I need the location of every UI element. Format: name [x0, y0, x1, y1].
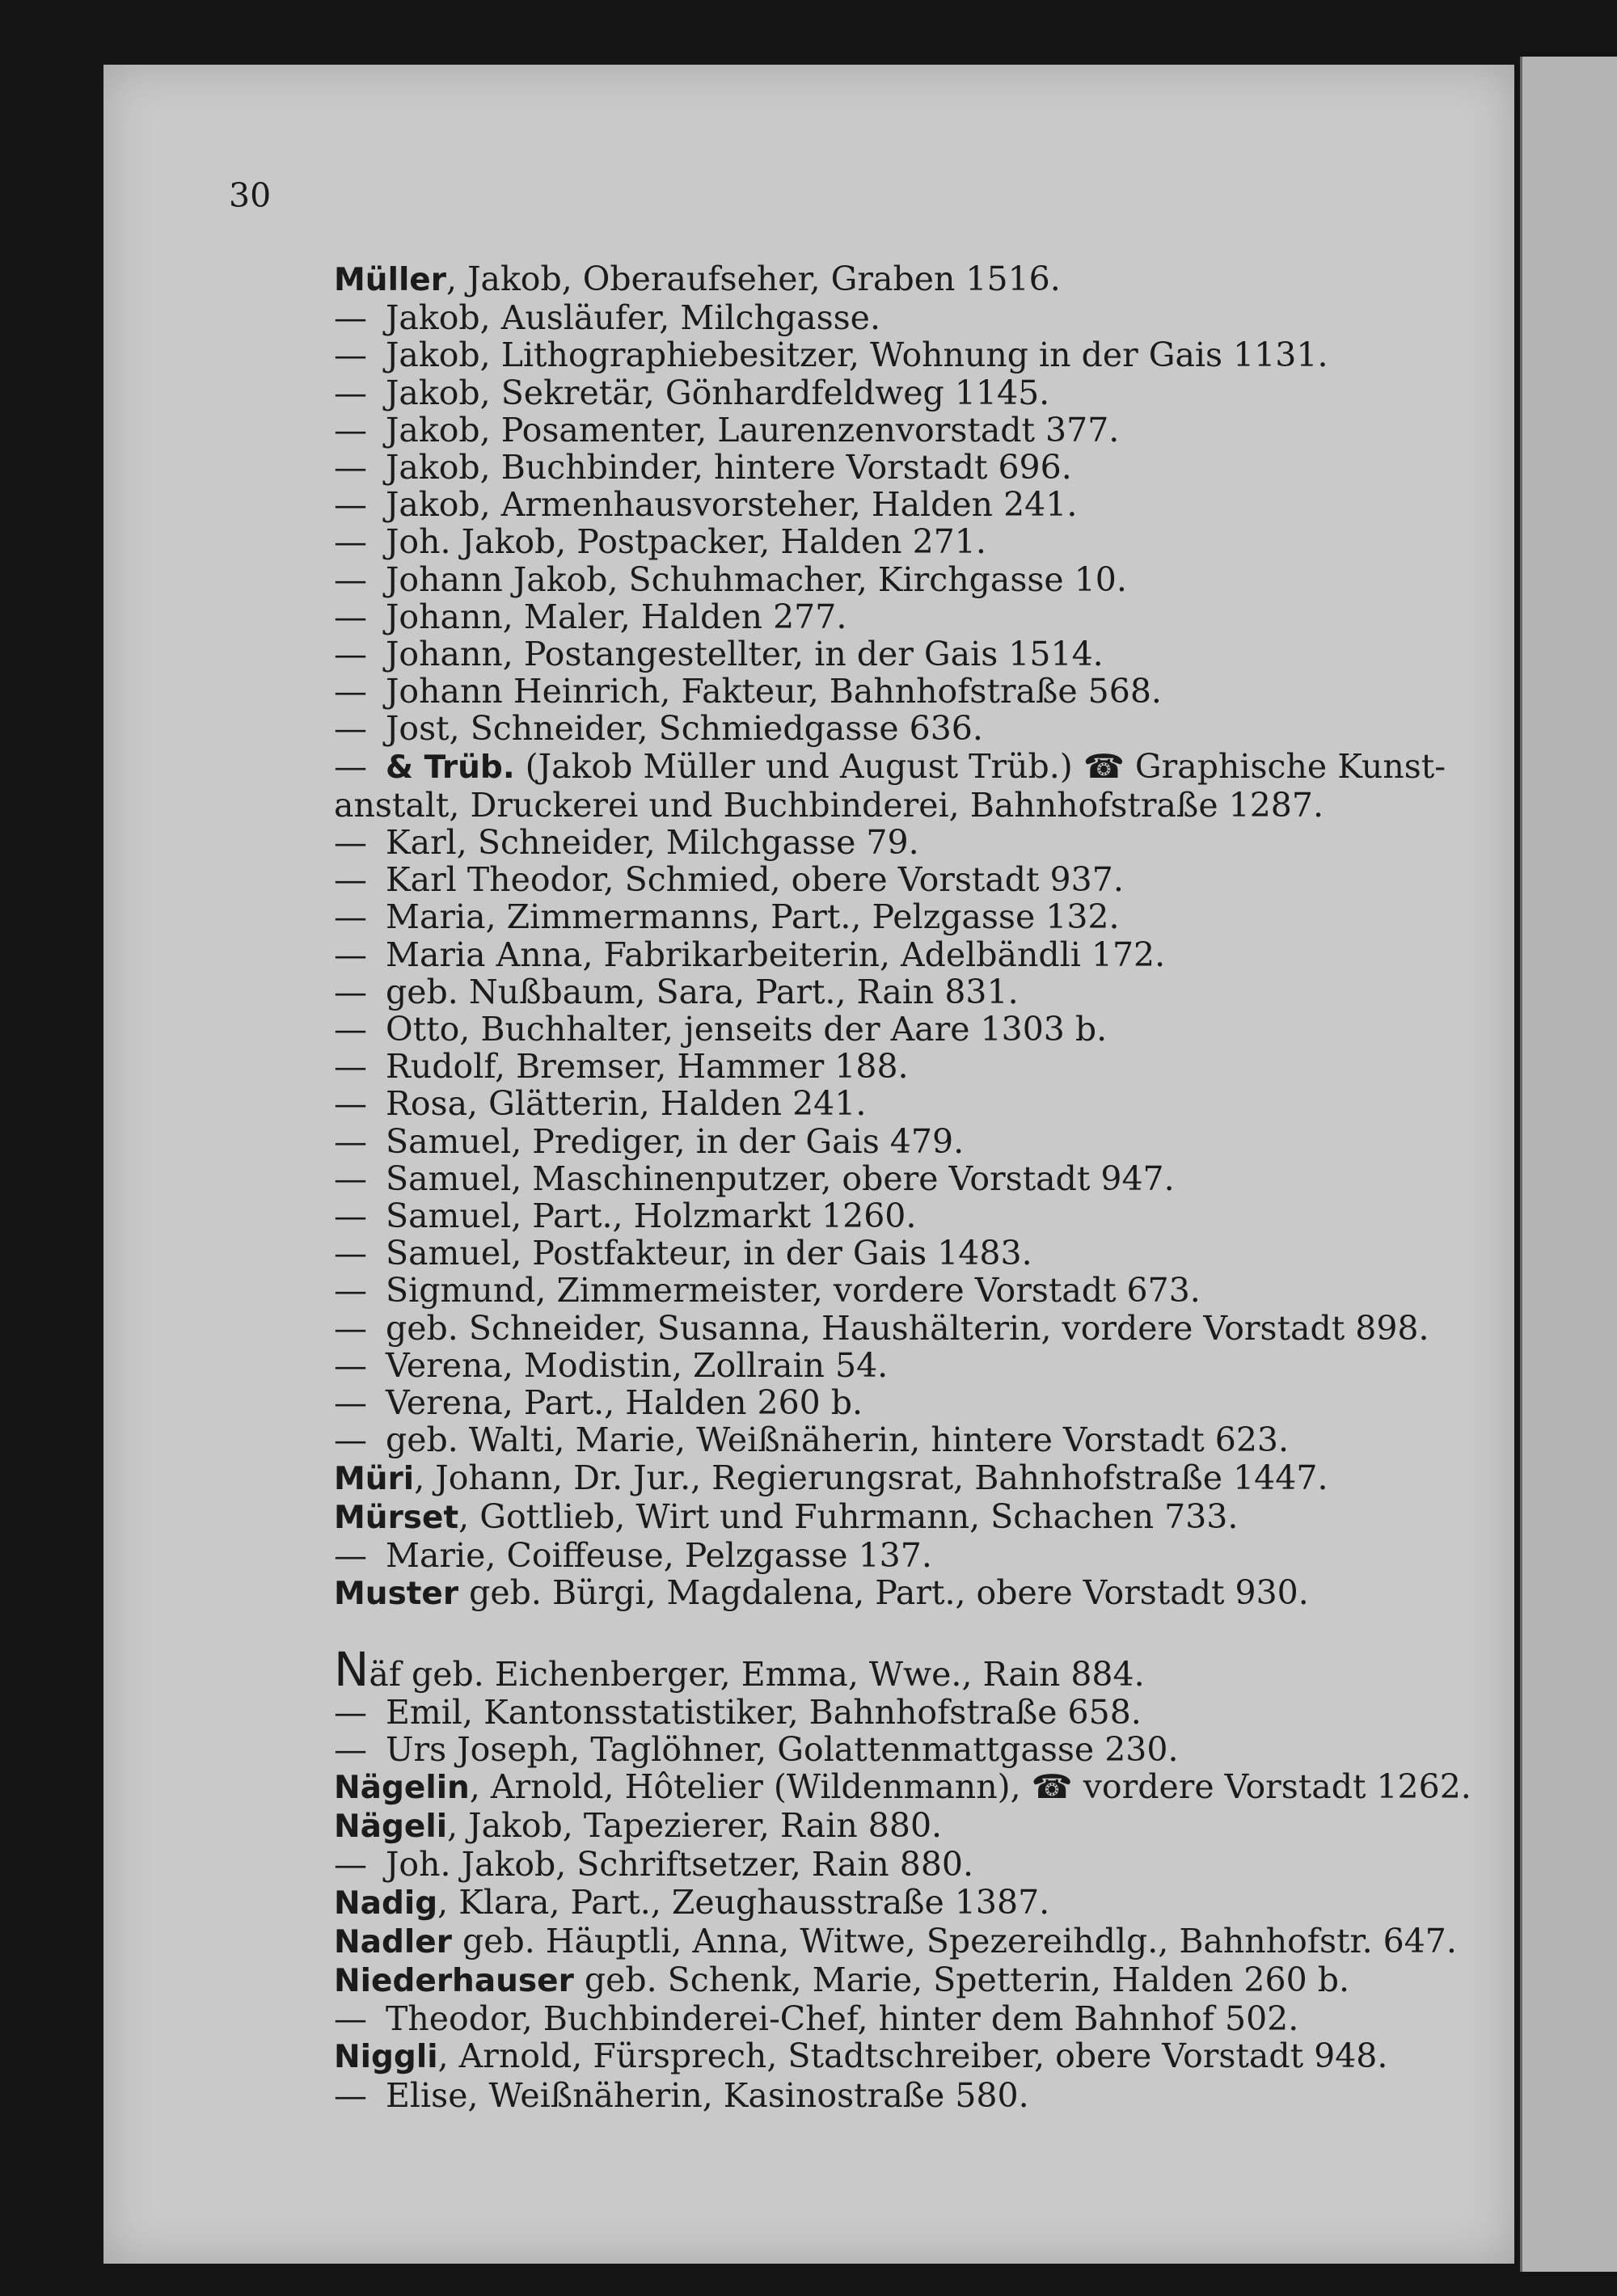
surname: & Trüb. — [386, 749, 515, 786]
entry-text: Jakob, Ausläufer, Milchgasse. — [386, 298, 880, 338]
page-number: 30 — [229, 176, 272, 215]
entry-text: Karl, Schneider, Milchgasse 79. — [386, 823, 919, 863]
ditto-dash: — — [334, 485, 367, 525]
surname: Niggli — [334, 2039, 438, 2076]
directory-entry — [334, 1011, 1450, 1048]
entry-text: Verena, Modistin, Zollrain 54. — [386, 1345, 889, 1385]
entry-text: , Arnold, Fürsprech, Stadtschreiber, obere Vorstadt 948. — [437, 2036, 1388, 2076]
ditto-dash: — — [334, 935, 367, 974]
ditto-dash: — — [334, 1234, 367, 1273]
entry-text: Marie, Coiffeuse, Pelzgasse 137. — [386, 1535, 932, 1575]
ditto-dash: — — [334, 972, 367, 1011]
ditto-dash: — — [334, 2075, 367, 2115]
entry-text: Theodor, Buchbinderei-Chef, hinter dem Bahnhof 502. — [386, 1999, 1299, 2039]
entry-text: Joh. Jakob, Postpacker, Halden 271. — [386, 522, 986, 562]
directory-entry — [334, 1160, 1450, 1197]
ditto-dash: — — [334, 746, 367, 786]
entry-text: , Arnold, Hôtelier (Wildenmann), ☎ vordere Vorstadt 1262. — [469, 1766, 1471, 1806]
entry-continuation: anstalt, Druckerei und Buchbinderei, Bahnhofstraße 1287. — [334, 785, 1324, 825]
entry-text: Johann, Postangestellter, in der Gais 1514. — [386, 635, 1104, 674]
directory-entry — [334, 1537, 1450, 1574]
entry-text: Rosa, Glätterin, Halden 241. — [386, 1084, 867, 1124]
ditto-dash: — — [334, 448, 367, 487]
directory-entry — [334, 486, 1450, 523]
directory-entry — [334, 898, 1450, 935]
directory-entry — [334, 1235, 1450, 1272]
ditto-dash: — — [334, 672, 367, 711]
entry-text: , Klara, Part., Zeughausstraße 1387. — [437, 1882, 1050, 1922]
directory-entry — [334, 1884, 1450, 1922]
ditto-dash: — — [334, 1308, 367, 1348]
ditto-dash: — — [334, 298, 367, 338]
entry-text: geb. Häuptli, Anna, Witwe, Spezereihdlg., Bahnhofstr. 647. — [451, 1921, 1457, 1960]
entry-text: geb. Walti, Marie, Weißnäherin, hintere Vorstadt 623. — [386, 1420, 1290, 1460]
entry-text: Jakob, Posamenter, Laurenzenvorstadt 377. — [386, 410, 1120, 449]
entry-text: Samuel, Maschinenputzer, obere Vorstadt 947. — [386, 1159, 1175, 1198]
ditto-dash: — — [334, 1047, 367, 1087]
ditto-dash: — — [334, 522, 367, 562]
entry-text: Jakob, Lithographiebesitzer, Wohnung in der Gais 1131. — [386, 336, 1328, 375]
section-initial: N — [334, 1642, 369, 1698]
entry-text: Jakob, Buchbinder, hintere Vorstadt 696. — [386, 448, 1072, 487]
directory-entry — [334, 936, 1450, 973]
ditto-dash: — — [334, 559, 367, 599]
directory-entry — [334, 1197, 1450, 1235]
entry-text: Jost, Schneider, Schmiedgasse 636. — [386, 709, 983, 749]
entry-text: Sigmund, Zimmermeister, vordere Vorstadt 673. — [386, 1271, 1201, 1310]
section-spacer — [334, 1613, 1450, 1653]
entry-text: äf geb. Eichenberger, Emma, Wwe., Rain 884. — [369, 1655, 1145, 1695]
directory-entry — [334, 973, 1450, 1011]
entry-text: Rudolf, Bremser, Hammer 188. — [386, 1047, 909, 1087]
directory-entry — [334, 1347, 1450, 1384]
directory-entry — [334, 1272, 1450, 1309]
ditto-dash: — — [334, 1121, 367, 1161]
directory-entry — [334, 561, 1450, 598]
directory-entry — [334, 1642, 1450, 1698]
ditto-dash: — — [334, 860, 367, 900]
directory-entry — [334, 1846, 1450, 1883]
ditto-dash: — — [334, 1999, 367, 2039]
entry-text: , Johann, Dr. Jur., Regierungsrat, Bahnhofstraße 1447. — [414, 1458, 1328, 1497]
entry-text: geb. Schneider, Susanna, Haushälterin, vordere Vorstadt 898. — [386, 1308, 1429, 1348]
directory-entry — [334, 635, 1450, 673]
entry-text: , Jakob, Tapezierer, Rain 880. — [447, 1806, 943, 1846]
ditto-dash: — — [334, 1535, 367, 1575]
directory-entry — [334, 1048, 1450, 1085]
directory-entry — [334, 412, 1450, 449]
entry-text: geb. Nußbaum, Sara, Part., Rain 831. — [386, 972, 1019, 1011]
directory-entry — [334, 710, 1450, 747]
ditto-dash: — — [334, 709, 367, 749]
entry-text: geb. Bürgi, Magdalena, Part., obere Vorstadt 930. — [458, 1573, 1309, 1613]
surname: Nadig — [334, 1884, 438, 1922]
ditto-dash: — — [334, 897, 367, 937]
ditto-dash: — — [334, 635, 367, 674]
ditto-dash: — — [334, 597, 367, 636]
directory-entry — [334, 673, 1450, 710]
ditto-dash: — — [334, 1729, 367, 1769]
entry-text: (Jakob Müller und August Trüb.) ☎ Graphische Kunst- — [514, 746, 1446, 786]
ditto-dash: — — [334, 336, 367, 375]
directory-entry — [334, 1694, 1450, 1731]
ditto-dash: — — [334, 1383, 367, 1423]
adjacent-page-edge — [1520, 57, 1617, 2272]
directory-entry — [334, 748, 1450, 787]
entry-text: Emil, Kantonsstatistiker, Bahnhofstraße 658. — [386, 1692, 1142, 1732]
surname: Niederhauser — [334, 1962, 574, 1999]
entry-text: , Gottlieb, Wirt und Fuhrmann, Schachen 733. — [458, 1496, 1239, 1536]
directory-entries — [334, 260, 1471, 2115]
entry-text: Samuel, Prediger, in der Gais 479. — [386, 1121, 965, 1161]
surname: Müller — [334, 262, 446, 298]
entry-text: Karl Theodor, Schmied, obere Vorstadt 937. — [386, 860, 1124, 900]
surname: Nägeli — [334, 1809, 448, 1846]
directory-entry — [334, 1498, 1450, 1537]
entry-text: Jakob, Armenhausvorsteher, Halden 241. — [386, 485, 1078, 525]
entry-text: Johann, Maler, Halden 277. — [386, 597, 847, 636]
entry-text: Elise, Weißnäherin, Kasinostraße 580. — [386, 2075, 1029, 2115]
directory-entry — [334, 1421, 1450, 1458]
directory-entry — [334, 1574, 1450, 1613]
directory-entry — [334, 1807, 1450, 1846]
entry-text: , Jakob, Oberaufseher, Graben 1516. — [446, 260, 1061, 298]
directory-entry — [334, 1384, 1450, 1421]
entry-text: Jakob, Sekretär, Gönhardfeldweg 1145. — [386, 373, 1050, 412]
directory-entry — [334, 2000, 1450, 2037]
ditto-dash: — — [334, 1271, 367, 1310]
directory-entry — [334, 374, 1450, 412]
directory-entry — [334, 1310, 1450, 1347]
directory-entry — [334, 336, 1450, 374]
entry-text: Samuel, Postfakteur, in der Gais 1483. — [386, 1234, 1032, 1273]
directory-entry — [334, 523, 1450, 560]
entry-text: geb. Schenk, Marie, Spetterin, Halden 260 b. — [573, 1960, 1349, 1999]
ditto-dash: — — [334, 823, 367, 863]
entry-text: Samuel, Part., Holzmarkt 1260. — [386, 1197, 917, 1236]
directory-entry — [334, 1123, 1450, 1160]
directory-entry — [334, 598, 1450, 635]
directory-entry — [334, 861, 1450, 898]
directory-entry — [334, 449, 1450, 486]
directory-entry — [334, 260, 1450, 299]
ditto-dash: — — [334, 1084, 367, 1124]
surname: Nägelin — [334, 1769, 470, 1806]
directory-entry — [334, 1459, 1450, 1498]
directory-entry — [334, 1085, 1450, 1122]
directory-entry — [334, 2037, 1450, 2076]
directory-entry — [334, 1731, 1450, 1768]
entry-text: Joh. Jakob, Schriftsetzer, Rain 880. — [386, 1845, 974, 1884]
ditto-dash: — — [334, 1197, 367, 1236]
entry-text: Johann Heinrich, Fakteur, Bahnhofstraße 568. — [386, 672, 1162, 711]
entry-text: Maria Anna, Fabrikarbeiterin, Adelbändli 172. — [386, 935, 1166, 974]
entry-text: Otto, Buchhalter, jenseits der Aare 1303 b. — [386, 1010, 1108, 1049]
ditto-dash: — — [334, 1420, 367, 1460]
entry-text: Maria, Zimmermanns, Part., Pelzgasse 132. — [386, 897, 1120, 937]
ditto-dash: — — [334, 373, 367, 412]
entry-text: Urs Joseph, Taglöhner, Golattenmattgasse 230. — [386, 1729, 1179, 1769]
ditto-dash: — — [334, 1159, 367, 1198]
surname: Müri — [334, 1460, 415, 1497]
ditto-dash: — — [334, 1845, 367, 1884]
entry-text: Johann Jakob, Schuhmacher, Kirchgasse 10. — [386, 559, 1127, 599]
ditto-dash: — — [334, 410, 367, 449]
surname: Nadler — [334, 1923, 452, 1960]
directory-entry — [334, 2077, 1450, 2114]
entry-text: Verena, Part., Halden 260 b. — [386, 1383, 863, 1423]
directory-entry — [334, 1921, 1457, 1961]
surname: Muster — [334, 1576, 459, 1613]
surname: Mürset — [334, 1499, 459, 1536]
directory-entry — [334, 824, 1450, 861]
ditto-dash: — — [334, 1010, 367, 1049]
directory-entry — [334, 1961, 1450, 2000]
ditto-dash: — — [334, 1345, 367, 1385]
ditto-dash: — — [334, 1692, 367, 1732]
directory-entry — [334, 1766, 1471, 1807]
directory-entry — [334, 299, 1450, 336]
